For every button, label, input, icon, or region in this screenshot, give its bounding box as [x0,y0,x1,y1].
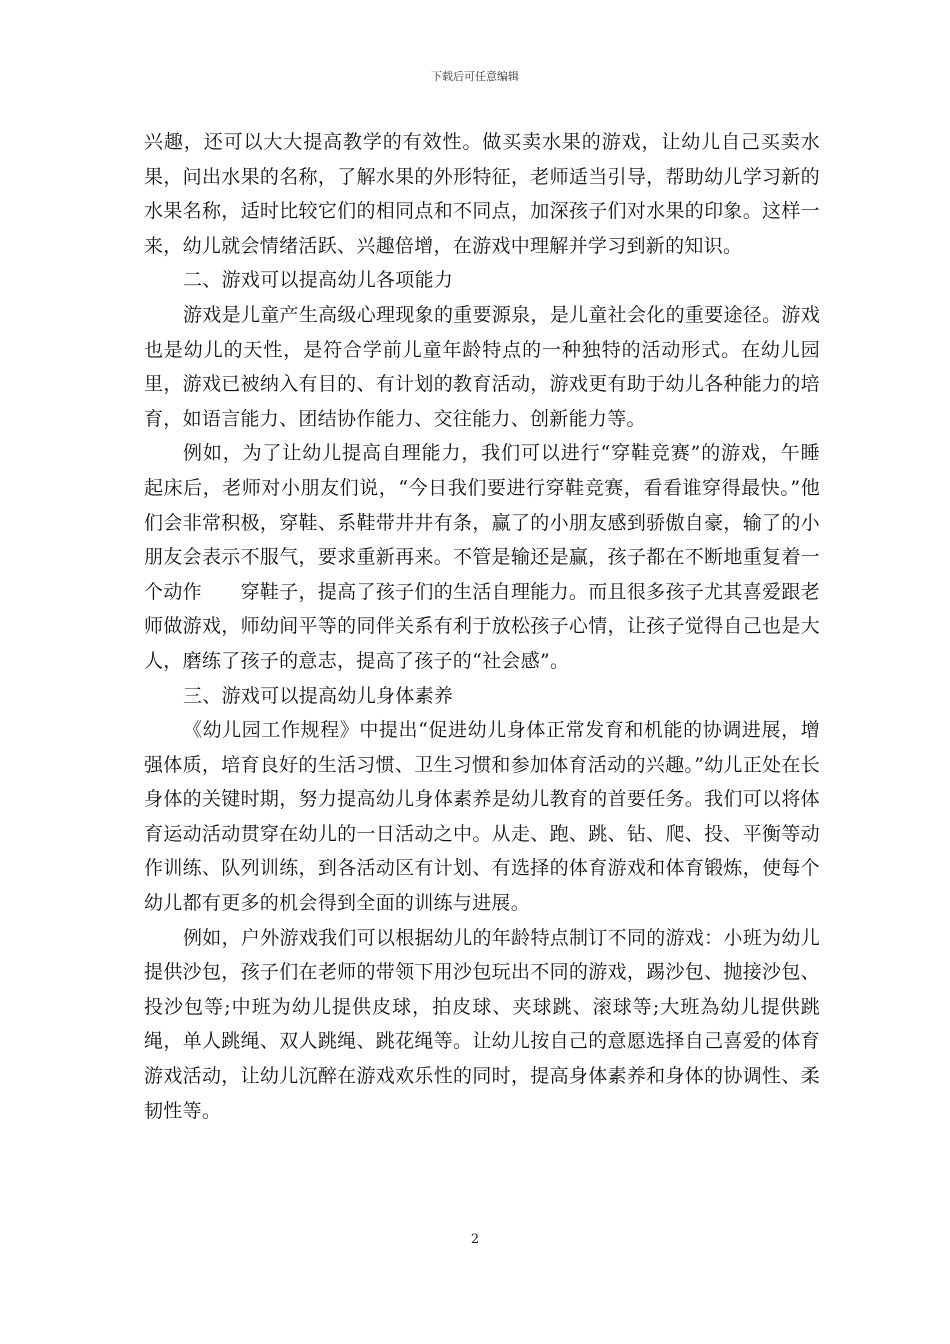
paragraph: 例如，户外游戏我们可以根据幼儿的年龄特点制订不同的游戏：小班为幼儿提供沙包，孩子们在老师的带领下用沙包玩出不同的游戏，踢沙包、抛接沙包、投沙包等;中班为幼儿提供皮球，拍皮球、夹球跳、滚球等;大班為幼儿提供跳绳，单人跳绳、双人跳绳、跳花绳等。让幼儿按自己的意愿选择自己喜爱的体育游戏活动，让幼儿沉醉在游戏欢乐性的同时，提高身体素养和身体的协调性、柔韧性等。 [144,926,820,1122]
section-heading-3: 三、游戏可以提高幼儿身体素养 [183,684,454,707]
paragraph-continuation: 兴趣，还可以大大提高教学的有效性。做买卖水果的游戏，让幼儿自己买卖水果，问出水果的名称，了解水果的外形特征，老师适当引导，帮助幼儿学习新的水果名称，适时比较它们的相同点和不同点，加深孩子们对水果的印象。这样一来，幼儿就会情绪活跃、兴趣倍增，在游戏中理解并学习到新的知识。 [144,131,820,257]
page-header: 下载后可任意编辑 [431,70,519,83]
page-number: 2 [470,1232,480,1247]
document-body [144,125,820,1128]
paragraph: 游戏是儿童产生高级心理现象的重要源泉，是儿童社会化的重要途径。游戏也是幼儿的天性，是符合学前儿童年龄特点的一种独特的活动形式。在幼儿园里，游戏已被纳入有目的、有计划的教育活动，游戏更有助于幼儿各种能力的培育，如语言能力、团结协作能力、交往能力、创新能力等。 [144,303,820,430]
section-heading-2: 二、游戏可以提高幼儿各项能力 [183,269,454,292]
paragraph: 《幼儿园工作规程》中提出“促进幼儿身体正常发育和机能的协调进展，增强体质，培育良好的生活习惯、卫生习惯和参加体育活动的兴趣。”幼儿正处在长身体的关键时期，努力提高幼儿身体素养是幼儿教育的首要任务。我们可以将体育运动活动贯穿在幼儿的一日活动之中。从走、跑、跳、钻、爬、投、平衡等动作训练、队列训练，到各活动区有计划、有选择的体育游戏和体育锻炼，使每个幼儿都有更多的机会得到全面的训练与进展。 [144,719,821,915]
paragraph: 例如，为了让幼儿提高自理能力，我们可以进行“穿鞋竞赛”的游戏，午睡起床后，老师对小朋友们说，“今日我们要进行穿鞋竞赛，看看谁穿得最快。”他们会非常积极，穿鞋、系鞋带井井有条，赢了的小朋友感到骄傲自豪，输了的小朋友会表示不服气，要求重新再来。不管是输还是赢，孩子都在不断地重复着一个动作 穿鞋子，提高了孩子们的生活自理能力。而且很多孩子尤其喜爱跟老师做游戏，师幼间平等的同伴关系有利于放松孩子心情，让孩子觉得自己也是大人，磨练了孩子的意志，提高了孩子的“社会感”。 [144,442,820,672]
